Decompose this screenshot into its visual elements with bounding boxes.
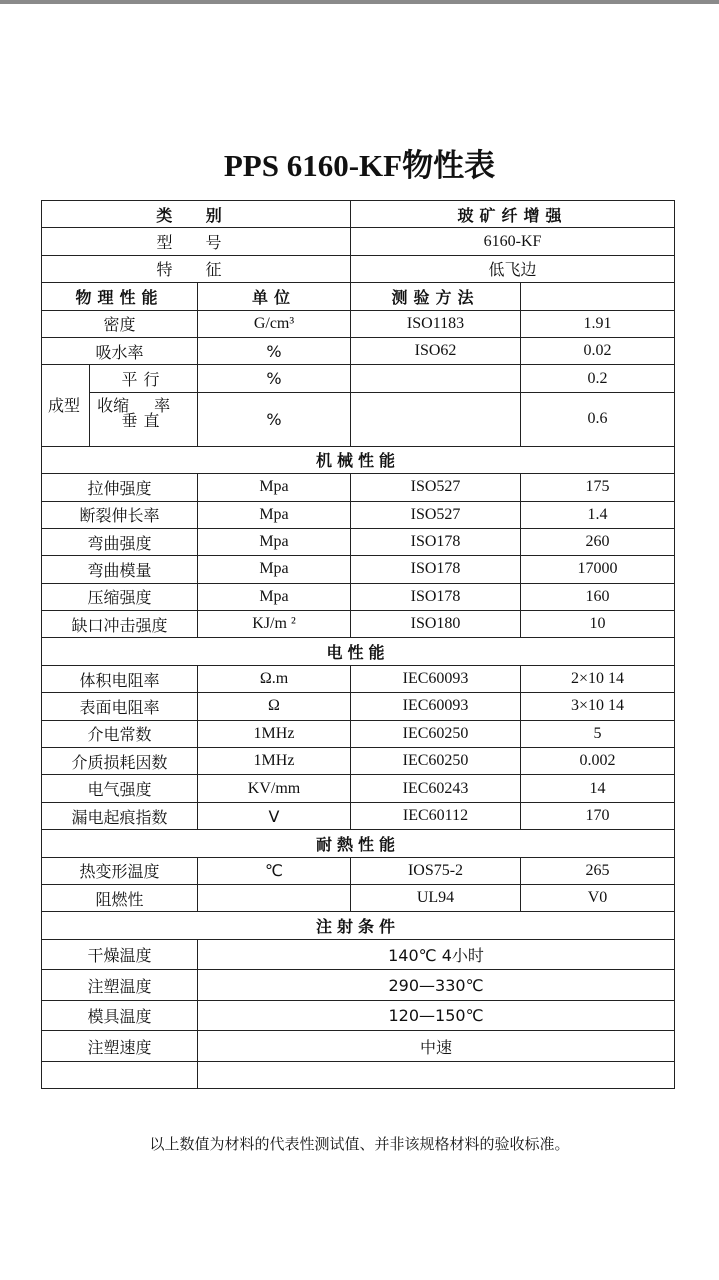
section-title-injection: 注射条件 xyxy=(42,912,675,939)
property-unit: Mpa xyxy=(198,474,351,501)
property-name: 垂直 xyxy=(90,392,198,446)
property-unit: % xyxy=(198,337,351,364)
category-value: 玻矿纤增强 xyxy=(351,201,675,228)
property-name: 弯曲模量 xyxy=(42,556,198,583)
col-method: 测验方法 xyxy=(351,283,521,310)
property-unit: 1MHz xyxy=(198,748,351,775)
property-method: IEC60093 xyxy=(351,665,521,692)
property-unit: ℃ xyxy=(198,857,351,884)
property-unit: G/cm³ xyxy=(198,310,351,337)
property-method: IEC60243 xyxy=(351,775,521,802)
property-name: 电气强度 xyxy=(42,775,198,802)
table-row xyxy=(42,310,675,337)
property-value: 1.91 xyxy=(521,310,675,337)
property-method: ISO62 xyxy=(351,337,521,364)
property-method: ISO1183 xyxy=(351,310,521,337)
table-row xyxy=(42,748,675,775)
property-method: IEC60112 xyxy=(351,802,521,829)
property-method xyxy=(351,392,521,446)
property-name: 平行 xyxy=(90,365,198,392)
table-row xyxy=(42,802,675,829)
section-row xyxy=(42,830,675,857)
model-value: 6160-KF xyxy=(351,228,675,255)
empty-cell xyxy=(42,1061,198,1088)
property-value: 5 xyxy=(521,720,675,747)
property-table xyxy=(41,200,675,1089)
condition-value: 140℃ 4小时 xyxy=(198,939,675,970)
table-row xyxy=(42,939,675,970)
property-method: ISO178 xyxy=(351,556,521,583)
section-title-electrical: 电性能 xyxy=(42,638,675,665)
property-unit: Mpa xyxy=(198,583,351,610)
property-name: 阻燃性 xyxy=(42,884,198,911)
table-row xyxy=(42,1031,675,1062)
condition-name: 注塑速度 xyxy=(42,1031,198,1062)
property-method: ISO178 xyxy=(351,528,521,555)
table-row xyxy=(42,1000,675,1031)
table-row xyxy=(42,693,675,720)
page-title: PPS 6160-KF物性表 xyxy=(223,148,496,183)
table-row xyxy=(42,337,675,364)
property-name: 漏电起痕指数 xyxy=(42,802,198,829)
property-name: 压缩强度 xyxy=(42,583,198,610)
property-value: 160 xyxy=(521,583,675,610)
table-row xyxy=(42,611,675,638)
condition-name: 注塑温度 xyxy=(42,970,198,1001)
property-method: ISO180 xyxy=(351,611,521,638)
property-unit: V xyxy=(198,802,351,829)
feature-value: 低飞边 xyxy=(351,255,675,282)
top-bar xyxy=(0,0,719,4)
table-row xyxy=(42,857,675,884)
property-unit: Ω xyxy=(198,693,351,720)
column-header-row xyxy=(42,283,675,310)
col-property: 物理性能 xyxy=(42,283,198,310)
property-method: IEC60250 xyxy=(351,748,521,775)
model-label: 型 号 xyxy=(42,228,351,255)
property-unit: Mpa xyxy=(198,501,351,528)
property-value: 170 xyxy=(521,802,675,829)
table-row xyxy=(42,474,675,501)
table-row xyxy=(42,970,675,1001)
shrinkage-label-line: 成型 xyxy=(47,396,80,416)
condition-value: 120—150℃ xyxy=(198,1000,675,1031)
property-value: 0.6 xyxy=(521,392,675,446)
property-value: 265 xyxy=(521,857,675,884)
category-row xyxy=(42,201,675,228)
property-name: 介质损耗因数 xyxy=(42,748,198,775)
property-unit: Mpa xyxy=(198,528,351,555)
shrinkage-label-line: 率 xyxy=(154,396,171,416)
table-row xyxy=(42,775,675,802)
property-value: 10 xyxy=(521,611,675,638)
property-method: IEC60250 xyxy=(351,720,521,747)
property-name: 体积电阻率 xyxy=(42,665,198,692)
property-unit: % xyxy=(198,365,351,392)
table-row xyxy=(42,665,675,692)
property-name: 吸水率 xyxy=(42,337,198,364)
property-value: V0 xyxy=(521,884,675,911)
property-name: 介电常数 xyxy=(42,720,198,747)
property-name: 表面电阻率 xyxy=(42,693,198,720)
section-title-thermal: 耐熱性能 xyxy=(42,830,675,857)
section-row xyxy=(42,446,675,473)
property-value: 17000 xyxy=(521,556,675,583)
property-method: IEC60093 xyxy=(351,693,521,720)
table-row xyxy=(42,528,675,555)
property-method: UL94 xyxy=(351,884,521,911)
property-method: ISO178 xyxy=(351,583,521,610)
property-value: 3×10 14 xyxy=(521,693,675,720)
property-value: 0.02 xyxy=(521,337,675,364)
col-unit: 单位 xyxy=(198,283,351,310)
property-value: 0.2 xyxy=(521,365,675,392)
feature-row xyxy=(42,255,675,282)
empty-cell xyxy=(198,1061,675,1088)
property-unit: % xyxy=(198,392,351,446)
property-unit xyxy=(198,884,351,911)
property-unit: Ω.m xyxy=(198,665,351,692)
property-method xyxy=(351,365,521,392)
condition-value: 290—330℃ xyxy=(198,970,675,1001)
condition-name: 模具温度 xyxy=(42,1000,198,1031)
property-unit: 1MHz xyxy=(198,720,351,747)
table-row xyxy=(42,720,675,747)
col-value xyxy=(521,283,675,310)
section-row xyxy=(42,638,675,665)
property-value: 175 xyxy=(521,474,675,501)
section-row xyxy=(42,912,675,939)
property-name: 弯曲强度 xyxy=(42,528,198,555)
property-unit: KV/mm xyxy=(198,775,351,802)
property-unit: Mpa xyxy=(198,556,351,583)
property-name: 密度 xyxy=(42,310,198,337)
property-value: 2×10 14 xyxy=(521,665,675,692)
property-value: 260 xyxy=(521,528,675,555)
table-row xyxy=(42,583,675,610)
condition-value: 中速 xyxy=(198,1031,675,1062)
table-row xyxy=(42,556,675,583)
model-row xyxy=(42,228,675,255)
category-label: 类 别 xyxy=(42,201,351,228)
property-method: ISO527 xyxy=(351,501,521,528)
property-unit: KJ/m ² xyxy=(198,611,351,638)
condition-name: 干燥温度 xyxy=(42,939,198,970)
footer-note: 以上数值为材料的代表性测试值、并非该规格材料的验收标准。 xyxy=(149,1135,570,1153)
shrinkage-label-line: 收缩 xyxy=(97,396,130,416)
section-title-mechanical: 机械性能 xyxy=(42,446,675,473)
property-method: IOS75-2 xyxy=(351,857,521,884)
property-name: 断裂伸长率 xyxy=(42,501,198,528)
property-value: 1.4 xyxy=(521,501,675,528)
property-name: 缺口冲击强度 xyxy=(42,611,198,638)
property-value: 0.002 xyxy=(521,748,675,775)
empty-row xyxy=(42,1061,675,1088)
table-row xyxy=(42,884,675,911)
property-method: ISO527 xyxy=(351,474,521,501)
property-name: 热变形温度 xyxy=(42,857,198,884)
feature-label: 特 征 xyxy=(42,255,351,282)
property-name: 拉伸强度 xyxy=(42,474,198,501)
table-row xyxy=(42,501,675,528)
table-row xyxy=(42,365,675,392)
property-value: 14 xyxy=(521,775,675,802)
